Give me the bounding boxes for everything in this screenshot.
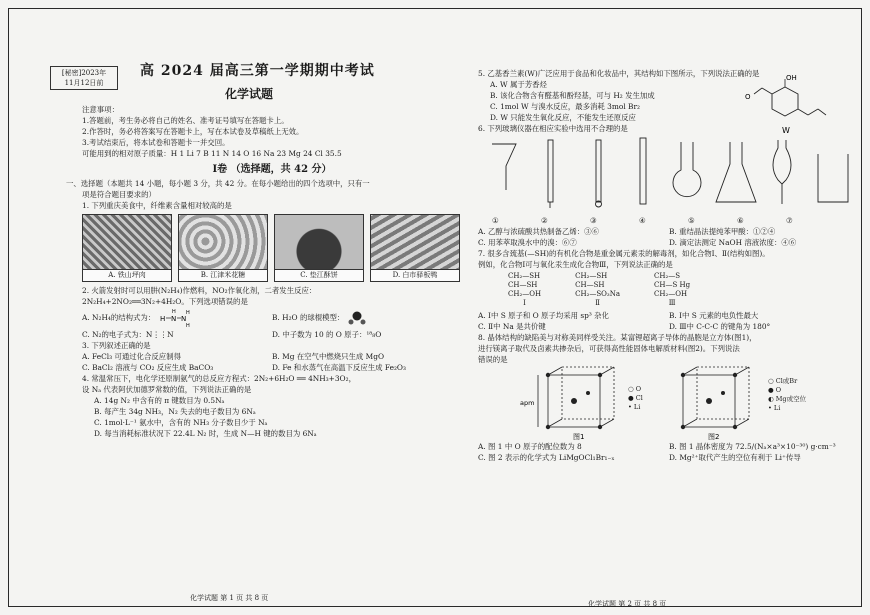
compound-2: CH₂—SH CH—SH CH₂—SO₃Na Ⅱ <box>575 272 621 307</box>
q8-option-b: B. 图 1 晶体密度为 72.5/(Nₐ×a³×10⁻³⁰) g·cm⁻³ <box>669 442 836 451</box>
secret-stamp: [秘密]2023年 11月12日前 <box>50 66 118 90</box>
ethyl-vanillin-structure-icon <box>740 73 830 135</box>
q5-option-b: B. 该化合物含有醛基和酚羟基，可与 H₂ 发生加成 <box>490 91 655 100</box>
q2-stem: 2. 火箭发射时可以用肼(N₂H₄)作燃料，NO₂作氧化剂，二者发生反应： <box>82 286 317 295</box>
glass-num: ③ <box>590 216 597 225</box>
q2-option-a: A. N₂H₄的结构式为： <box>82 313 156 322</box>
q4-stem: 4. 常温常压下，电化学还原制氨气的总反应方程式：2N₂+6H₂O ══ 4NH₃+3O₂， <box>82 374 356 383</box>
q4-option-d: D. 每当消耗标准状况下 22.4L N₂ 时，生成 N—H 键的数目为 6Nₐ <box>94 429 317 438</box>
crystal-figures <box>478 365 860 441</box>
q5-option-d: D. W 只能发生氧化反应，不能发生还原反应 <box>490 113 636 122</box>
svg-text:N: N <box>180 315 186 323</box>
food-photo-a <box>82 214 172 282</box>
separatory-funnel-icon <box>773 140 791 204</box>
glass-num: ⑦ <box>786 216 793 225</box>
q8-option-c: C. 图 2 表示的化学式为 LiMgOCl₁Br₁₋ₓ <box>478 453 615 462</box>
q4-option-c: C. 1mol·L⁻¹ 氨水中，含有的 NH₃ 分子数目少于 Nₐ <box>94 418 268 427</box>
glass-num: ⑤ <box>688 216 695 225</box>
photo-caption: D. 白市驿板鸭 <box>371 269 459 281</box>
graduated-pipette-icon <box>640 138 646 204</box>
q7-option-d: D. Ⅲ中 C-C-C 的键角为 180° <box>669 322 771 331</box>
q7-option-a: A. Ⅰ中 S 原子和 O 原子均采用 sp³ 杂化 <box>478 311 609 320</box>
q8-stem: 8. 晶体结构的缺陷美与对称美同样受关注。某富锂超离子导体的晶胞是立方体(图1)， <box>478 333 757 342</box>
page-footer: 化学试题 第 1 页 共 8 页 <box>190 594 269 602</box>
q5-option-c: C. 1mol W 与溴水反应，最多消耗 3mol Br₂ <box>490 102 640 111</box>
q4-stem-2: 设 Nₐ 代表阿伏加德罗常数的值，下列说法正确的是 <box>82 385 252 394</box>
q7-option-c: C. Ⅱ中 Na 是共价键 <box>478 322 546 331</box>
round-flask-icon <box>673 142 701 197</box>
svg-text:N: N <box>170 315 176 323</box>
q1-stem: 1. 下列重庆美食中，纤维素含量相对较高的是 <box>82 201 232 210</box>
note-line: 2.作答时，务必将答案写在答题卡上，写在本试卷及草稿纸上无效。 <box>82 127 304 136</box>
q3-option-a: A. FeCl₃ 可通过化合反应制得 <box>82 352 181 361</box>
q8-option-a: A. 图 1 中 O 原子的配位数为 8 <box>478 442 582 451</box>
compound-3: CH₂—S CH—S Hg CH₂—OH Ⅲ <box>654 272 691 307</box>
photo-caption: A. 铁山坪肉 <box>83 269 171 281</box>
q4-option-a: A. 14g N₂ 中含有的 π 键数目为 0.5Nₐ <box>94 396 225 405</box>
intro-line: 项是符合题目要求的） <box>82 190 156 199</box>
q3-option-b: B. Mg 在空气中燃烧只生成 MgO <box>272 352 385 361</box>
figure-1-label: 图1 <box>573 433 585 441</box>
svg-text:H: H <box>185 323 190 328</box>
notes-heading: 注意事项： <box>82 105 119 114</box>
photo-caption: B. 江津米花糖 <box>179 269 267 281</box>
section-heading: Ⅰ卷 （选择题，共 42 分） <box>212 164 332 175</box>
figure-1-legend: ○ O ● Cl • Li <box>628 385 643 411</box>
q2-option-d: D. 中子数为 10 的 O 原子：¹⁸₈O <box>272 330 382 339</box>
svg-text:O: O <box>745 93 751 101</box>
food-photo-c <box>274 214 364 282</box>
note-line: 1.答题前，考生务必将自己的姓名、准考证号填写在答题卡上。 <box>82 116 289 125</box>
q4-option-b: B. 每产生 34g NH₃，N₂ 失去的电子数目为 6Nₐ <box>94 407 256 416</box>
q7-option-b: B. Ⅰ中 S 元素的电负性最大 <box>669 311 759 320</box>
hydroxyl-label: OH <box>786 74 797 82</box>
q5-option-a: A. W 属于芳香烃 <box>490 80 547 89</box>
q2-option-b: B. H₂O 的球棍模型： <box>272 313 345 322</box>
q7-stem-2: 例如，化合物Ⅰ可与氧化汞生成化合物Ⅲ，下列说法正确的是 <box>478 260 673 269</box>
glass-num: ① <box>492 216 499 225</box>
exam-subtitle: 化学试题 <box>225 87 274 101</box>
exam-title: 高 2024 届高三第一学期期中考试 <box>140 63 375 79</box>
q6-option-a: A. 乙醇与浓硫酸共热制备乙烯：③⑥ <box>478 227 599 236</box>
figure-2-legend: ○ Cl或Br ● O ◐ Mg或空位 • Li <box>768 377 807 412</box>
page-footer: 化学试题 第 2 页 共 8 页 <box>588 600 667 608</box>
glass-num: ② <box>541 216 548 225</box>
note-line: 3.考试结束后，将本试卷和答题卡一并交回。 <box>82 138 230 147</box>
q8-stem-2: 进行镁离子取代及卤素共掺杂后，可获得高性能固体电解质材料(图2)。下列说法 <box>478 344 740 353</box>
q8-option-d: D. Mg²⁺取代产生的空位有利于 Li⁺传导 <box>669 453 801 462</box>
right-page <box>478 68 860 608</box>
q6-option-b: B. 重结晶法提纯苯甲酸：①②④ <box>669 227 776 236</box>
q6-option-c: C. 用苯萃取溴水中的溴：⑥⑦ <box>478 238 577 247</box>
q2-option-c: C. N₂的电子式为：N⋮⋮N <box>82 330 174 339</box>
cell-dimension: apm <box>520 399 535 407</box>
beaker-icon <box>818 154 848 202</box>
atomic-masses: 可能用到的相对原子质量：H 1 Li 7 B 11 N 14 O 16 Na 23 Mg 24 Cl 35.5 <box>82 149 342 158</box>
svg-text:H: H <box>185 310 190 316</box>
glass-num: ⑥ <box>737 216 744 225</box>
conical-flask-icon <box>716 142 756 202</box>
q5-stem: 5. 乙基香兰素(W)广泛应用于食品和化妆品中，其结构如下图所示，下列说法正确的是 <box>478 69 760 78</box>
intro-line: 一、选择题（本题共 14 小题，每小题 3 分，共 42 分。在每小题给出的四个选项中，只有一 <box>66 179 370 188</box>
hydrazine-structure-icon <box>158 308 192 328</box>
q3-stem: 3. 下列叙述正确的是 <box>82 341 151 350</box>
funnel-icon <box>492 144 516 190</box>
q7-stem: 7. 很多含巯基(—SH)的有机化合物是重金属元素汞的解毒剂，如化合物Ⅰ、Ⅱ(结构如图)。 <box>478 249 770 258</box>
thermometer-icon <box>596 140 601 202</box>
q8-stem-3: 错误的是 <box>478 355 508 364</box>
food-photo-d <box>370 214 460 282</box>
left-page <box>60 56 455 602</box>
food-photo-b <box>178 214 268 282</box>
q2-equation: 2N₂H₄+2NO₂══3N₂+4H₂O。下列选项错误的是 <box>82 297 248 306</box>
q7-structures <box>508 272 860 308</box>
svg-text:H: H <box>159 315 165 323</box>
compound-1: CH₂—SH CH—SH CH₂—OH Ⅰ <box>508 272 542 307</box>
glass-num: ④ <box>639 216 646 225</box>
water-ball-stick-icon <box>347 310 367 326</box>
burette-icon <box>548 140 553 202</box>
q3-option-d: D. Fe 和水蒸气在高温下反应生成 Fe₂O₃ <box>272 363 406 372</box>
svg-text:H: H <box>171 309 176 315</box>
glassware-figure <box>478 134 858 212</box>
q6-stem: 6. 下列玻璃仪器在相应实验中选用不合理的是 <box>478 124 628 133</box>
figure-2-label: 图2 <box>708 433 720 441</box>
q6-option-d: D. 滴定法测定 NaOH 溶液浓度：④⑥ <box>669 238 797 247</box>
q3-option-c: C. BaCl₂ 溶液与 CO₂ 反应生成 BaCO₃ <box>82 363 214 372</box>
photo-caption: C. 垫江酥饼 <box>275 269 363 281</box>
q1-photos <box>82 214 462 282</box>
molecule-label: W <box>782 126 790 135</box>
